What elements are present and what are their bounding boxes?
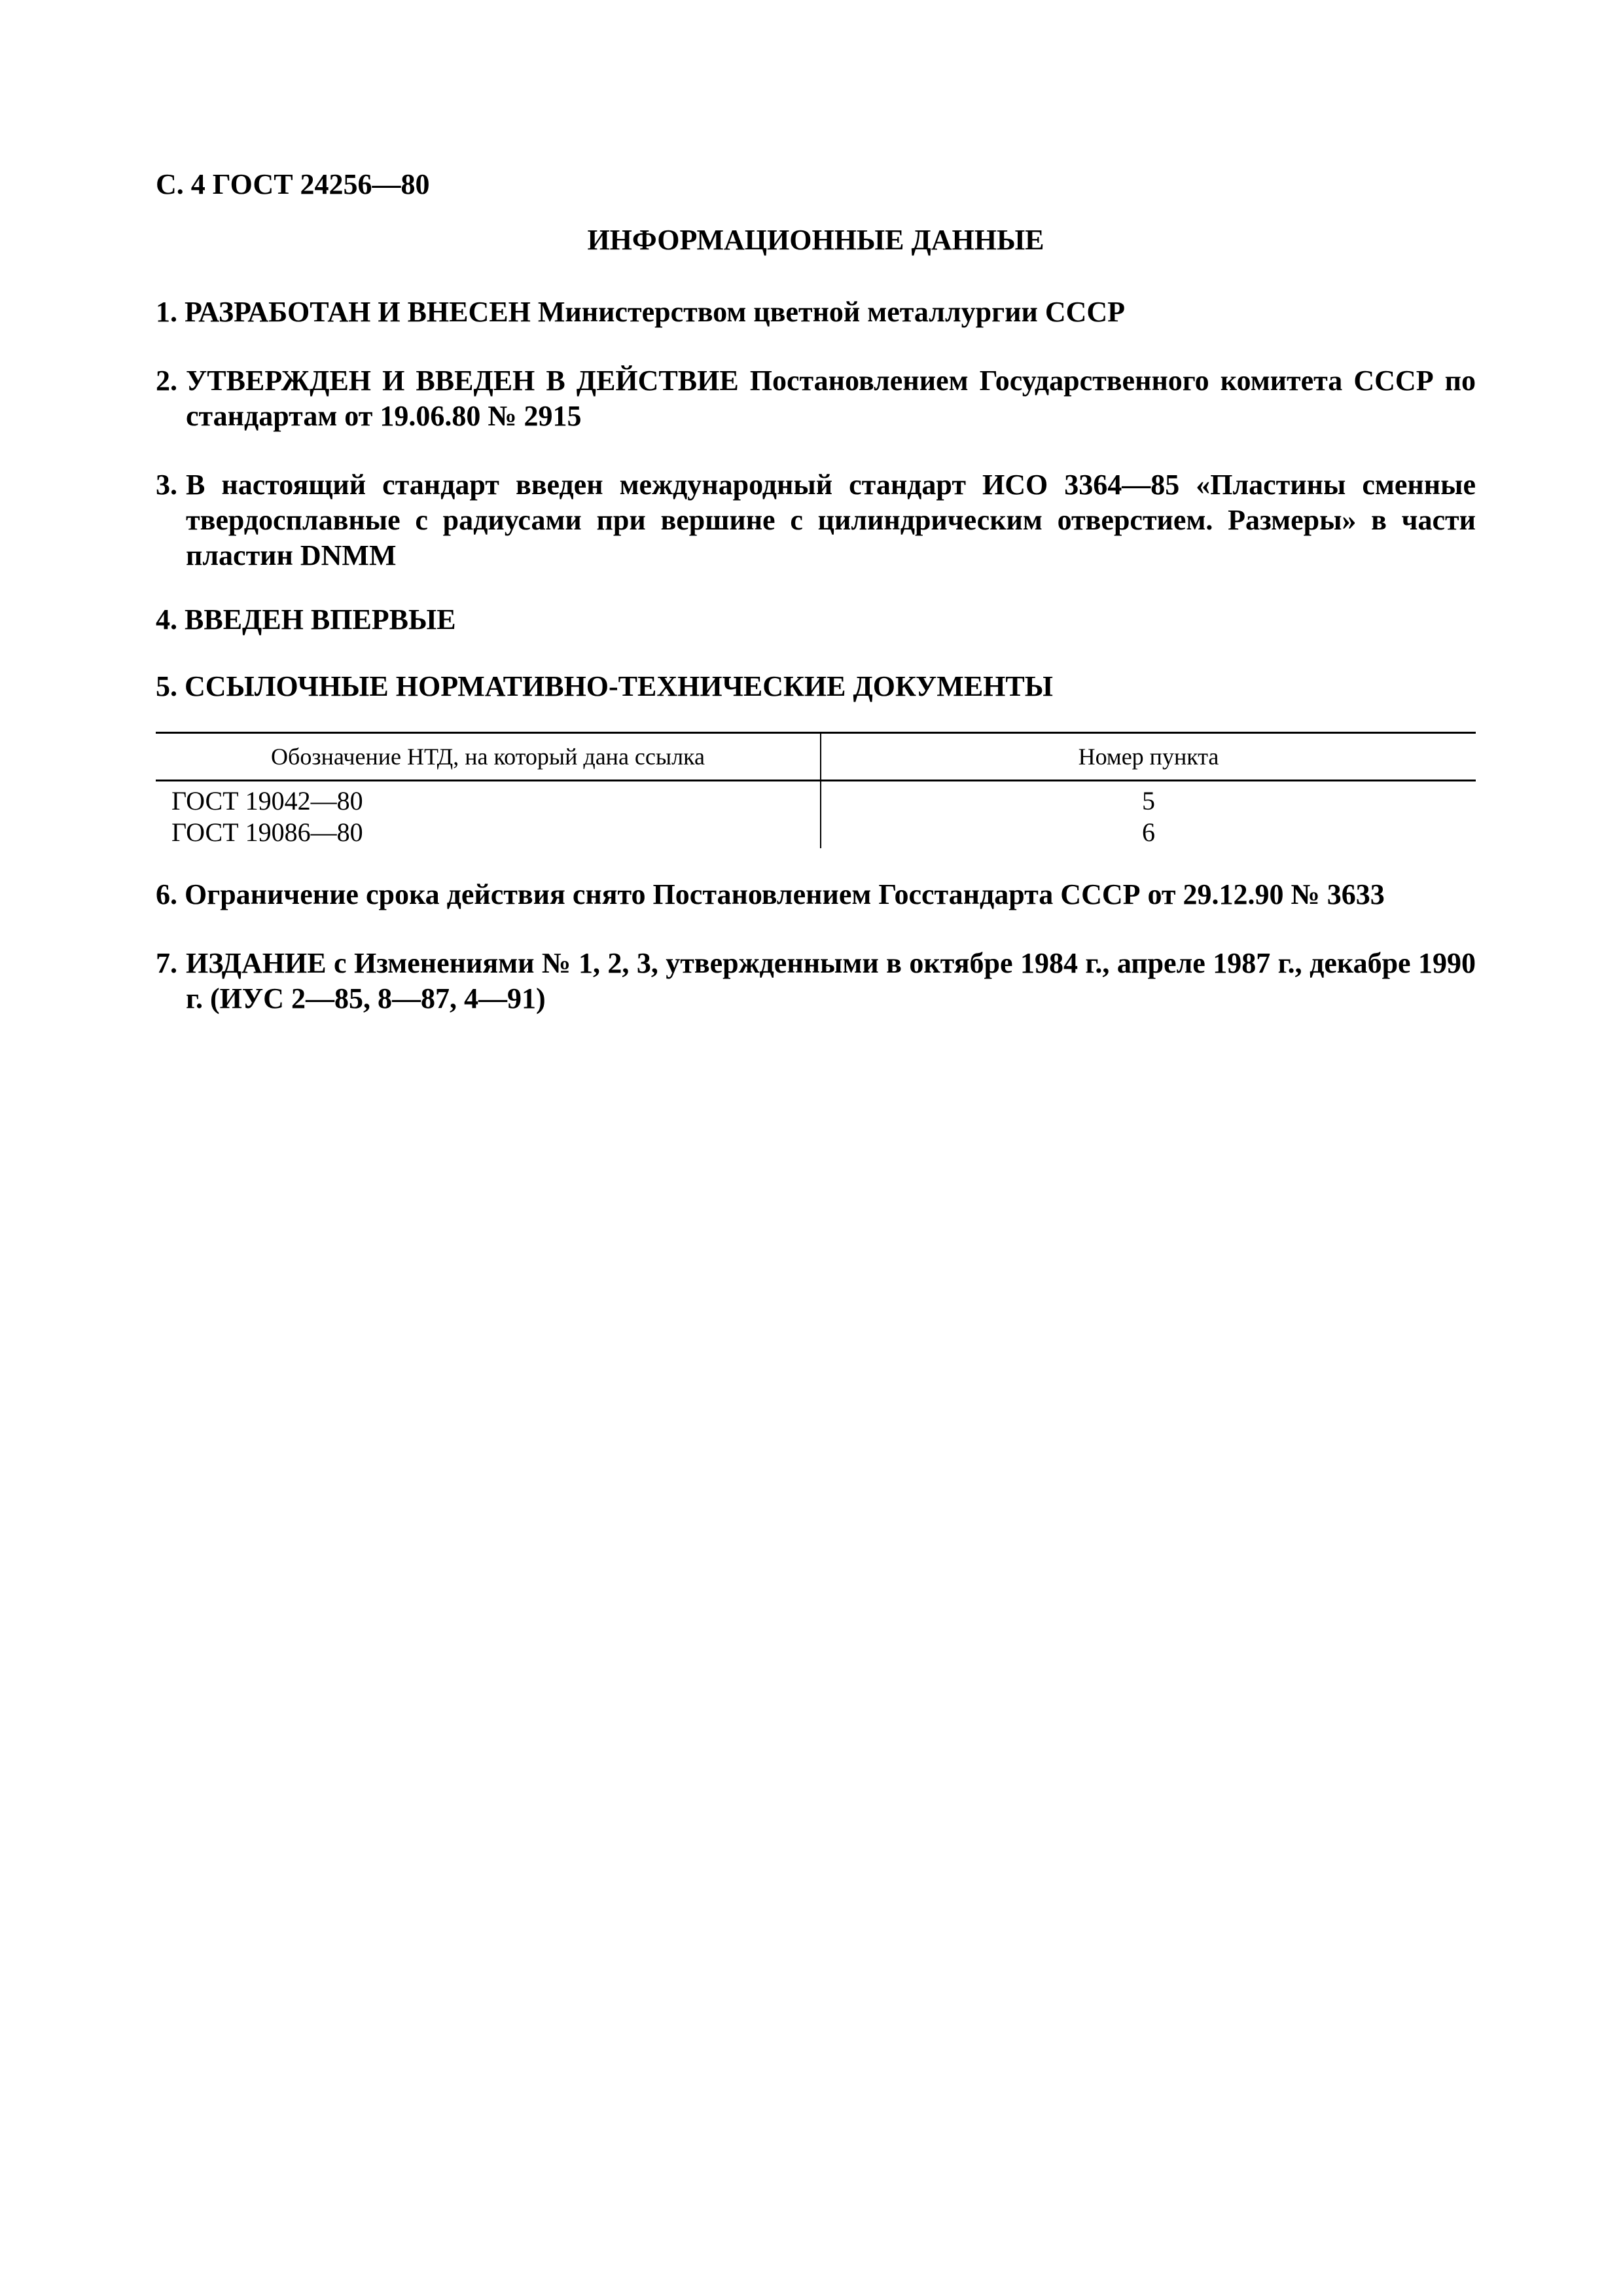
item-lead: ВВЕДЕН ВПЕРВЫЕ bbox=[185, 603, 456, 636]
item-lead: РАЗРАБОТАН И ВНЕСЕН bbox=[185, 296, 531, 328]
table-cell-clause: 6 bbox=[1142, 817, 1155, 847]
item-number: 5. bbox=[156, 670, 177, 702]
page-header: С. 4 ГОСТ 24256—80 bbox=[156, 168, 430, 200]
item-text: Министерством цветной металлургии СССР bbox=[537, 296, 1126, 328]
column-header-document: Обозначение НТД, на который дана ссылка bbox=[156, 733, 821, 781]
table-cell-document: ГОСТ 19086—80 bbox=[156, 817, 821, 848]
info-item-1 bbox=[156, 295, 1476, 330]
info-item-2 bbox=[156, 363, 1476, 434]
table-row bbox=[156, 817, 1476, 848]
reference-documents-table bbox=[156, 732, 1476, 848]
item-number: 7. bbox=[156, 947, 177, 979]
item-lead: ССЫЛОЧНЫЕ НОРМАТИВНО-ТЕХНИЧЕСКИЕ ДОКУМЕНТЫ bbox=[185, 670, 1053, 702]
item-number: 4. bbox=[156, 603, 177, 636]
item-lead: ИЗДАНИЕ bbox=[186, 947, 327, 979]
table-header-row bbox=[156, 733, 1476, 781]
section-title: ИНФОРМАЦИОННЫЕ ДАННЫЕ bbox=[587, 224, 1044, 256]
item-text: Постановлением Государственного комитета СССР по стандартам от 19.06.80 № 2915 bbox=[186, 365, 1476, 432]
item-number: 1. bbox=[156, 296, 177, 328]
info-item-3 bbox=[156, 467, 1476, 573]
column-header-clause: Номер пункта bbox=[821, 733, 1476, 781]
info-item-7 bbox=[156, 946, 1476, 1016]
item-number: 2. bbox=[156, 365, 177, 397]
item-text: Ограничение срока действия снято Постановлением Госстандарта СССР от 29.12.90 № 3633 bbox=[185, 878, 1385, 910]
item-text: В настоящий стандарт введен международный стандарт ИСО 3364—85 «Пластины сменные твердосплавные с радиусами при вершине с цилиндрическим отверстием. Размеры» в части пластин DNMM bbox=[186, 469, 1476, 571]
info-item-5 bbox=[156, 669, 1476, 704]
table-row bbox=[156, 781, 1476, 817]
info-item-6 bbox=[156, 877, 1476, 912]
item-number: 3. bbox=[156, 469, 177, 501]
info-item-4 bbox=[156, 602, 1476, 637]
item-text: с Изменениями № 1, 2, 3, утвержденными в октябре 1984 г., апреле 1987 г., декабре 1990 г. (ИУС 2—85, 8—87, 4—91) bbox=[186, 947, 1476, 1014]
item-lead: УТВЕРЖДЕН И ВВЕДЕН В ДЕЙСТВИЕ bbox=[186, 365, 739, 397]
item-number: 6. bbox=[156, 878, 177, 910]
table-cell-clause: 5 bbox=[1142, 786, 1155, 816]
table-cell-document: ГОСТ 19042—80 bbox=[156, 781, 821, 817]
